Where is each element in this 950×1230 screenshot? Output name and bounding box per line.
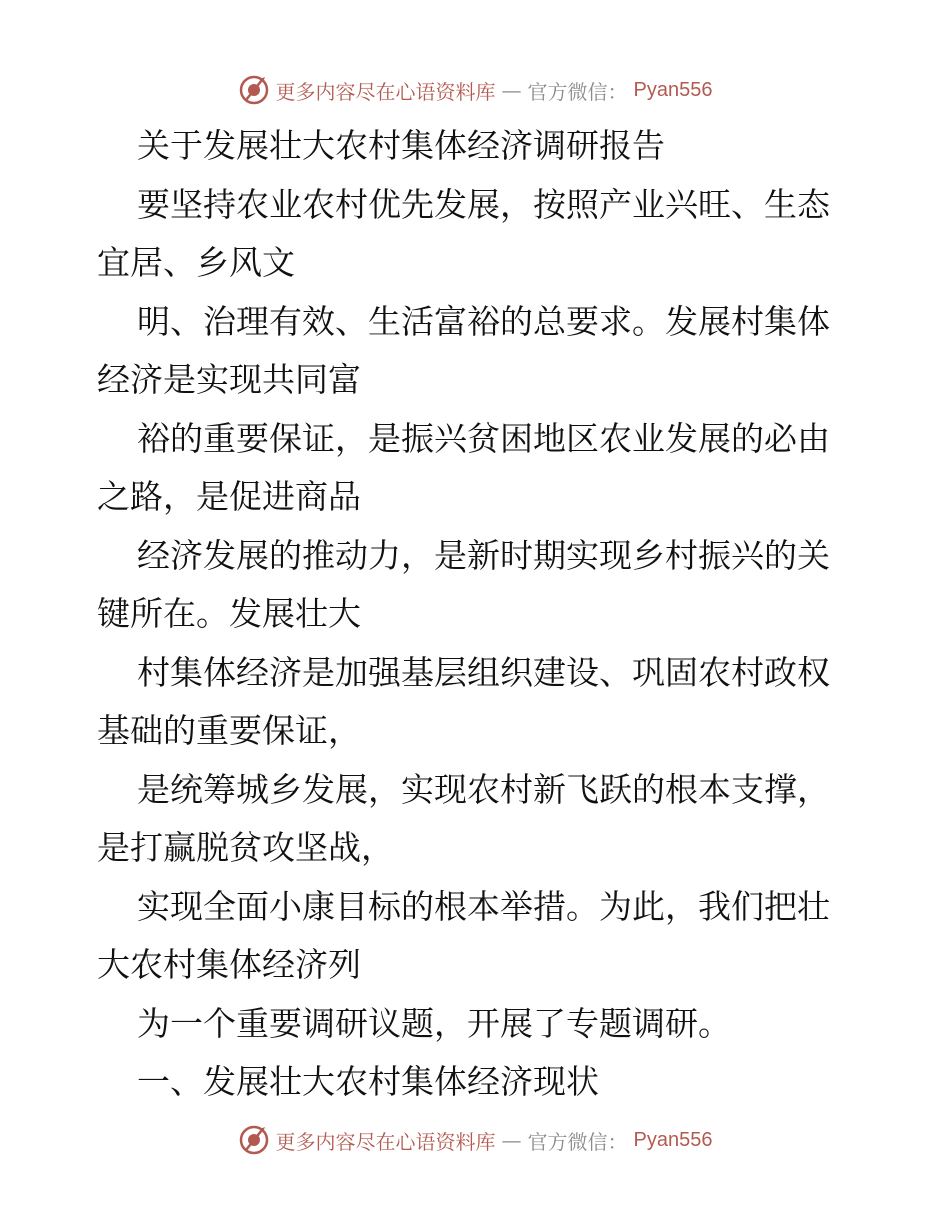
paragraph-line: 键所在。发展壮大 xyxy=(97,594,361,633)
paragraph-line: 裕的重要保证，是振兴贫困地区农业发展的必由 xyxy=(137,418,830,458)
brand-logo-icon xyxy=(238,1124,270,1156)
document-body xyxy=(97,117,857,1112)
paragraph-line: 大农村集体经济列 xyxy=(97,945,361,984)
paragraph-line: 村集体经济是加强基层组织建设、巩固农村政权 xyxy=(137,652,830,692)
header-separator: — xyxy=(501,78,522,102)
brand-logo-icon xyxy=(238,74,270,106)
header-brand-text: 更多内容尽在心语资料库 xyxy=(275,79,496,104)
paragraph-line: 基础的重要保证， xyxy=(97,711,361,750)
paragraph-line: 经济发展的推动力，是新时期实现乡村振兴的关 xyxy=(137,535,830,575)
paragraph-line: 宜居、乡风文 xyxy=(97,243,295,282)
footer-separator: — xyxy=(501,1128,522,1152)
footer-banner xyxy=(0,1120,950,1160)
header-banner xyxy=(0,70,950,110)
footer-wechat-id: Pyan556 xyxy=(633,1128,713,1151)
paragraph-line: 是打赢脱贫攻坚战， xyxy=(97,828,394,867)
paragraph-line: 之路，是促进商品 xyxy=(97,477,361,516)
paragraph-line: 明、治理有效、生活富裕的总要求。发展村集体 xyxy=(137,301,830,341)
paragraph-line: 实现全面小康目标的根本举措。为此，我们把壮 xyxy=(137,886,830,926)
paragraph-line: 经济是实现共同富 xyxy=(97,360,361,399)
footer-brand-text: 更多内容尽在心语资料库 xyxy=(275,1129,496,1154)
footer-contact-label: 官方微信： xyxy=(527,1129,628,1154)
header-wechat-id: Pyan556 xyxy=(633,78,713,101)
document-title: 关于发展壮大农村集体经济调研报告 xyxy=(137,126,665,165)
paragraph-line: 要坚持农业农村优先发展，按照产业兴旺、生态 xyxy=(137,184,830,224)
paragraph-line: 是统筹城乡发展，实现农村新飞跃的根本支撑， xyxy=(137,769,830,809)
header-contact-label: 官方微信： xyxy=(527,79,628,104)
paragraph-line: 为一个重要调研议题，开展了专题调研。 xyxy=(137,1003,731,1043)
section-heading: 一、发展壮大农村集体经济现状 xyxy=(137,1062,599,1101)
